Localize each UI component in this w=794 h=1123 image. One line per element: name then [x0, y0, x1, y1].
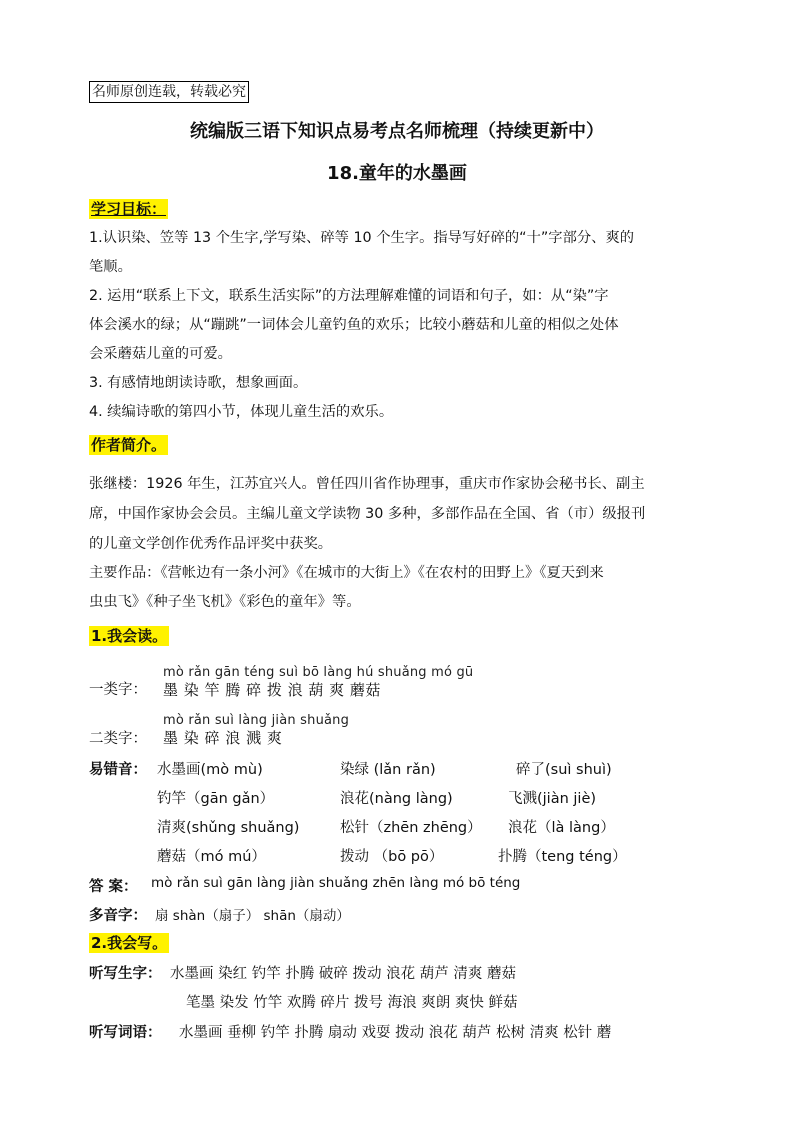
author-heading: 作者简介。	[91, 436, 167, 454]
polyphone-label: 多音字：	[89, 908, 147, 924]
class2-pinyin: mò rǎn suì làng jiàn shuǎng	[163, 713, 350, 728]
author-line: 主要作品：《营帐边有一条小河》《在城市的大街上》《在农村的田野上》《夏天到来	[89, 565, 604, 581]
document-title: 统编版三语下知识点易考点名师梳理（持续更新中）	[190, 121, 604, 142]
class1-pinyin: mò rǎn gān téng suì bō làng hú shuǎng mó gū	[163, 665, 474, 680]
error-item: 染绿 (lǎn rǎn)	[340, 762, 436, 778]
read-heading: 1.我会读。	[91, 627, 168, 645]
goals-heading: 学习目标：	[91, 200, 167, 218]
error-item: 清爽(shǔng shuǎng)	[157, 820, 300, 836]
errors-label: 易错音：	[89, 762, 147, 778]
error-item: 浪花(nàng làng)	[340, 791, 453, 807]
words-row: 水墨画 垂柳 钓竿 扑腾 扇动 戏耍 拨动 浪花 葫芦 松树 清爽 松针 蘑	[179, 1025, 612, 1041]
copyright-notice: 名师原创连载，转载必究	[89, 81, 249, 103]
dictation-label: 听写生字：	[89, 966, 162, 982]
error-item: 飞溅(jiàn jiè)	[508, 791, 597, 807]
answer-text: mò rǎn suì gān làng jiàn shuǎng zhēn làng mó bō téng	[151, 875, 521, 891]
class1-label: 一类字：	[89, 682, 147, 698]
class2-chars: 墨 染 碎 浪 溅 爽	[163, 729, 283, 747]
class1-chars: 墨 染 竿 腾 碎 拨 浪 葫 爽 蘑菇	[163, 681, 381, 699]
author-line: 的儿童文学创作优秀作品评奖中获奖。	[89, 536, 333, 552]
lesson-title: 18.童年的水墨画	[327, 163, 467, 184]
error-item: 扑腾（teng téng）	[498, 849, 627, 865]
goal-line: 体会溪水的绿；从“蹦跳”一词体会儿童钓鱼的欢乐；比较小蘑菇和儿童的相似之处体	[89, 317, 619, 333]
goal-line: 1.认识染、笠等 13 个生字,学写染、碎等 10 个生字。指导写好碎的“十”字部分、爽的	[89, 230, 635, 246]
words-label: 听写词语：	[89, 1025, 162, 1041]
goal-line: 笔顺。	[89, 259, 132, 275]
error-item: 蘑菇（mó mú）	[157, 849, 266, 865]
dictation-row: 笔墨 染发 竹竿 欢腾 碎片 拨号 海浪 爽朗 爽快 鲜菇	[186, 995, 518, 1011]
write-heading: 2.我会写。	[91, 934, 168, 952]
author-line: 席，中国作家协会会员。主编儿童文学读物 30 多种，多部作品在全国、省（市）级报刊	[89, 506, 646, 522]
answer-label: 答 案：	[89, 879, 138, 895]
error-item: 钓竿（gān gǎn）	[157, 791, 275, 807]
author-line: 张继楼：1926 年生，江苏宜兴人。曾任四川省作协理事，重庆市作家协会秘书长、副主	[89, 476, 645, 492]
goal-line: 4. 续编诗歌的第四小节，体现儿童生活的欢乐。	[89, 404, 394, 420]
error-item: 浪花（là làng）	[508, 820, 615, 836]
goal-line: 3. 有感情地朗读诗歌，想象画面。	[89, 375, 308, 391]
error-item: 拨动 （bō pō）	[340, 849, 444, 865]
class2-label: 二类字：	[89, 731, 147, 747]
error-item: 碎了(suì shuì)	[516, 762, 612, 778]
dictation-row: 水墨画 染红 钓竿 扑腾 破碎 拨动 浪花 葫芦 清爽 蘑菇	[170, 966, 516, 982]
goal-line: 2. 运用“联系上下文，联系生活实际”的方法理解难懂的词语和句子，如：从“染”字	[89, 288, 609, 304]
goal-line: 会采蘑菇儿童的可爱。	[89, 346, 232, 362]
error-item: 松针（zhēn zhēng）	[340, 820, 482, 836]
error-item: 水墨画(mò mù)	[157, 762, 263, 778]
author-line: 虫虫飞》《种子坐飞机》《彩色的童年》等。	[89, 594, 361, 610]
polyphone-text: 扇 shàn（扇子） shān（扇动）	[155, 908, 350, 924]
